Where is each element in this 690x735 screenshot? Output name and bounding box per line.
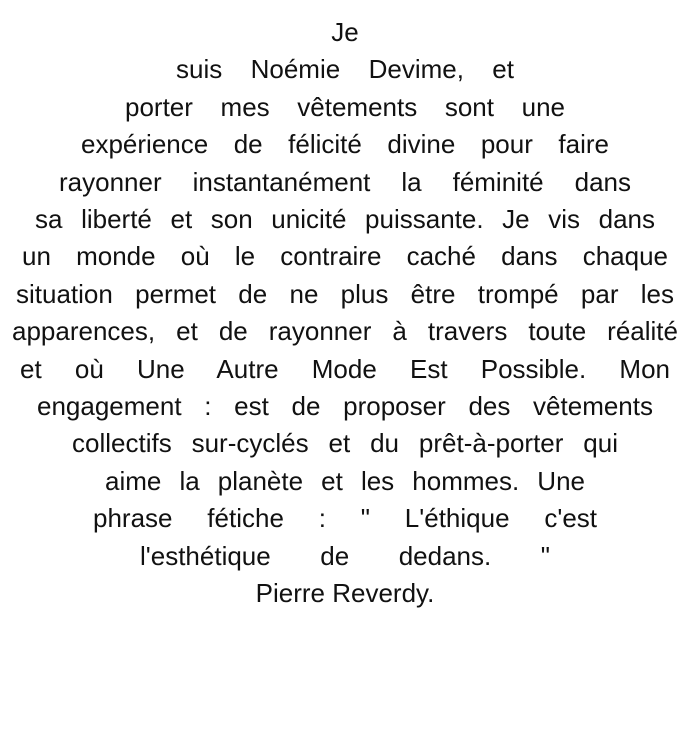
text-line: engagement : est de proposer des vêtements [37, 391, 653, 422]
text-line: l'esthétique de dedans. " [140, 540, 550, 571]
text-line: un monde où le contraire caché dans chaque [22, 241, 668, 272]
text-line: rayonner instantanément la féminité dans [59, 166, 631, 197]
text-line: aime la planète et les hommes. Une [105, 465, 585, 496]
text-line: expérience de félicité divine pour faire [81, 129, 609, 160]
text-line: suis Noémie Devime, et [176, 54, 514, 85]
text-line: et où Une Autre Mode Est Possible. Mon [20, 353, 670, 384]
text-line: sa liberté et son unicité puissante. Je vis dans [35, 204, 655, 235]
text-line: Pierre Reverdy. [255, 578, 435, 609]
text-line: Je [331, 17, 359, 47]
bio-paragraph [6, 14, 684, 613]
text-line: apparences, et de rayonner à travers toute réalité [12, 316, 678, 347]
text-line: collectifs sur-cyclés et du prêt-à-porter qui [72, 428, 618, 459]
text-line: porter mes vêtements sont une [125, 91, 565, 122]
text-line: phrase fétiche : " L'éthique c'est [93, 503, 597, 534]
text-line: situation permet de ne plus être trompé par les [16, 278, 674, 309]
